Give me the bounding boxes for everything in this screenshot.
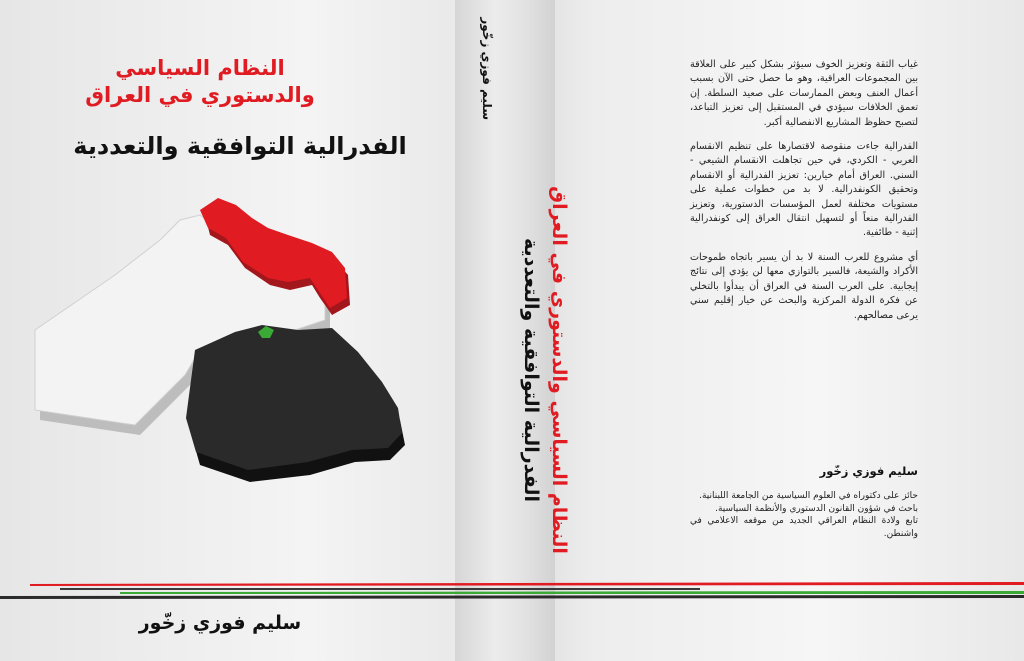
front-title bbox=[55, 55, 345, 109]
bio-line: حائز على دكتوراه في العلوم السياسية من الجامعة اللبنانية. bbox=[699, 491, 918, 501]
blurb-paragraph: الفدرالية جاءت منقوصة لاقتصارها على تنظيم الانقسام العربي - الكردي، في حين تجاهلت الانقسام الشيعي - السني. العراق أمام خيارين: تعزيز الفدرالية أو الانقسام وتحقيق الكونفدرالية. لا بد من خطوات عملية على مستويات مختلفة لعمل المؤسسات الدستورية، وتعزيز الفدرالية منعاً أو لتسهيل انتقال العراق إلى كونفدرالية إثنية - طائفية. bbox=[690, 141, 918, 239]
back-blurb bbox=[690, 58, 918, 333]
author-bio bbox=[690, 490, 918, 540]
decorative-stripes bbox=[0, 582, 1024, 602]
spine-title-red: النظام السياسي والدستوري في العراق bbox=[548, 186, 570, 554]
bio-author-name: سليم فوزي زخّور bbox=[819, 464, 918, 478]
bio-line: تابع ولادة النظام العراقي الجديد من موقعه الاعلامي في واشنطن. bbox=[690, 516, 918, 539]
front-title-line1: النظام السياسي bbox=[115, 56, 285, 80]
blurb-paragraph: أي مشروع للعرب السنة لا بد أن يسير باتجاه طموحات الأكراد والشيعة، فالسير بالتوازي معها لن يؤدي إلى نتائج إيجابية. على العرب السنة في العراق أن يبدأوا بالتخلي عن فكرة الدولة المركزية والبحث عن خيار إقليم سني يرعى مصالحهم. bbox=[690, 251, 918, 321]
front-title-line2: والدستوري في العراق bbox=[85, 83, 315, 107]
front-author: سليم فوزي زخّور bbox=[138, 612, 302, 634]
bio-line: باحث في شؤون القانون الدستوري والأنظمة السياسية. bbox=[715, 503, 918, 514]
spine-title-black: الفدرالية التوافقية والتعددية bbox=[520, 238, 542, 502]
front-subtitle: الفدرالية التوافقية والتعددية bbox=[73, 132, 407, 160]
blurb-paragraph: غياب الثقة وتعزيز الخوف سيؤثر بشكل كبير على العلاقة بين المجموعات العراقية، وهو ما حصل حتى الآن بسبب أعمال العنف وبعض الممارسات على صعيد السلطة. إن تعمق الخلافات سيؤدي في المستقبل إلى تعزيز التباعد، لتصبح حظوظ المشاريع الانفصالية أكبر. bbox=[690, 59, 918, 128]
front-cover bbox=[0, 0, 455, 661]
iraq-map-illustration bbox=[0, 190, 440, 490]
spine-author: سليم فوزي زخّور bbox=[480, 17, 494, 120]
